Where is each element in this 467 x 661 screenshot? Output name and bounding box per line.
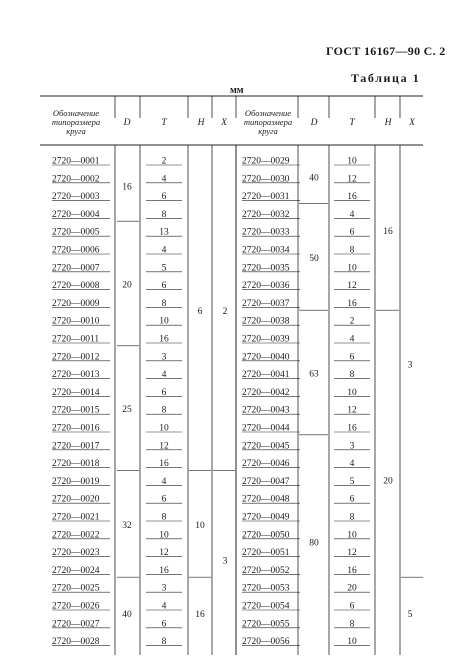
right-designation-cell: 2720—0044 bbox=[242, 423, 290, 434]
left-designation-cell: 2720—0023 bbox=[52, 548, 100, 559]
left-t-cell: 4 bbox=[161, 245, 167, 256]
left-designation-cell: 2720—0006 bbox=[52, 245, 100, 256]
right-designation-cell: 2720—0053 bbox=[242, 583, 290, 594]
left-t-cell: 12 bbox=[159, 548, 169, 559]
right-d-group: 50 bbox=[309, 253, 319, 264]
right-t-cell: 20 bbox=[347, 583, 357, 594]
designation-header: типоразмера bbox=[243, 117, 293, 127]
right-t-cell: 6 bbox=[349, 227, 355, 238]
right-designation-cell: 2720—0040 bbox=[242, 352, 290, 363]
right-t-cell: 10 bbox=[347, 156, 357, 167]
left-t-cell: 8 bbox=[161, 209, 167, 220]
right-t-cell: 16 bbox=[347, 423, 357, 434]
left-t-cell: 5 bbox=[161, 263, 167, 274]
right-t-cell: 8 bbox=[349, 245, 355, 256]
right-t-cell: 6 bbox=[349, 352, 355, 363]
right-t-cell: 12 bbox=[347, 548, 357, 559]
unit-label: мм bbox=[230, 85, 244, 96]
left-designation-cell: 2720—0021 bbox=[52, 512, 100, 523]
left-designation-cell: 2720—0002 bbox=[52, 174, 100, 185]
right-designation-cell: 2720—0041 bbox=[242, 370, 290, 381]
left-designation-cell: 2720—0022 bbox=[52, 530, 100, 541]
left-d-group: 25 bbox=[122, 405, 132, 416]
left-t-cell: 8 bbox=[161, 637, 167, 648]
right-t-cell: 16 bbox=[347, 192, 357, 203]
left-t-cell: 6 bbox=[161, 494, 167, 505]
right-t-cell: 10 bbox=[347, 530, 357, 541]
right-designation-cell: 2720—0036 bbox=[242, 281, 290, 292]
left-designation-cell: 2720—0026 bbox=[52, 601, 100, 612]
d-column-header: D bbox=[123, 118, 131, 128]
right-h-group: 20 bbox=[383, 476, 393, 487]
right-x-group: 3 bbox=[407, 360, 413, 371]
table-caption: Таблица 1 bbox=[351, 71, 421, 85]
left-t-cell: 12 bbox=[159, 441, 169, 452]
left-designation-cell: 2720—0011 bbox=[52, 334, 100, 345]
left-designation-cell: 2720—0013 bbox=[52, 370, 100, 381]
right-designation-cell: 2720—0042 bbox=[242, 387, 290, 398]
right-designation-cell: 2720—0035 bbox=[242, 263, 290, 274]
right-t-cell: 6 bbox=[349, 494, 355, 505]
right-designation-cell: 2720—0029 bbox=[242, 156, 290, 167]
right-designation-cell: 2720—0031 bbox=[242, 192, 290, 203]
right-t-cell: 4 bbox=[349, 334, 355, 345]
left-t-cell: 2 bbox=[161, 156, 167, 167]
left-designation-cell: 2720—0016 bbox=[52, 423, 100, 434]
right-t-cell: 4 bbox=[349, 459, 355, 470]
right-designation-cell: 2720—0055 bbox=[242, 619, 290, 630]
left-t-cell: 6 bbox=[161, 619, 167, 630]
right-t-cell: 8 bbox=[349, 619, 355, 630]
left-t-cell: 8 bbox=[161, 512, 167, 523]
left-designation-cell: 2720—0005 bbox=[52, 227, 100, 238]
left-t-cell: 16 bbox=[159, 565, 169, 576]
left-t-cell: 16 bbox=[159, 334, 169, 345]
right-designation-cell: 2720—0048 bbox=[242, 494, 290, 505]
right-designation-cell: 2720—0045 bbox=[242, 441, 290, 452]
right-designation-cell: 2720—0037 bbox=[242, 298, 290, 309]
left-t-cell: 3 bbox=[161, 583, 167, 594]
right-designation-cell: 2720—0030 bbox=[242, 174, 290, 185]
t-column-header: T bbox=[349, 118, 355, 128]
left-t-cell: 10 bbox=[159, 316, 169, 327]
right-t-cell: 10 bbox=[347, 637, 357, 648]
designation-header: круга bbox=[258, 126, 278, 136]
left-t-cell: 6 bbox=[161, 281, 167, 292]
left-designation-cell: 2720—0009 bbox=[52, 298, 100, 309]
right-t-cell: 10 bbox=[347, 263, 357, 274]
x-column-header: X bbox=[409, 118, 415, 128]
h-column-header: H bbox=[384, 118, 392, 128]
right-designation-cell: 2720—0056 bbox=[242, 637, 290, 648]
left-designation-cell: 2720—0004 bbox=[52, 209, 100, 220]
right-designation-cell: 2720—0050 bbox=[242, 530, 290, 541]
left-d-group: 32 bbox=[122, 520, 132, 531]
right-designation-cell: 2720—0038 bbox=[242, 316, 290, 327]
left-t-cell: 4 bbox=[161, 174, 167, 185]
left-t-cell: 4 bbox=[161, 370, 167, 381]
right-designation-cell: 2720—0043 bbox=[242, 405, 290, 416]
right-t-cell: 4 bbox=[349, 209, 355, 220]
right-designation-cell: 2720—0052 bbox=[242, 565, 290, 576]
left-designation-cell: 2720—0008 bbox=[52, 281, 100, 292]
right-t-cell: 3 bbox=[349, 441, 355, 452]
right-h-group: 16 bbox=[383, 227, 393, 238]
left-designation-cell: 2720—0015 bbox=[52, 405, 100, 416]
left-h-group: 16 bbox=[195, 609, 205, 620]
designation-header: Обозначение bbox=[244, 108, 292, 118]
left-t-cell: 6 bbox=[161, 192, 167, 203]
right-designation-cell: 2720—0032 bbox=[242, 209, 290, 220]
right-designation-cell: 2720—0034 bbox=[242, 245, 290, 256]
left-designation-cell: 2720—0003 bbox=[52, 192, 100, 203]
left-t-cell: 16 bbox=[159, 459, 169, 470]
designation-header: типоразмера bbox=[51, 117, 101, 127]
designation-header: Обозначение bbox=[52, 108, 100, 118]
left-designation-cell: 2720—0010 bbox=[52, 316, 100, 327]
right-designation-cell: 2720—0047 bbox=[242, 476, 290, 487]
left-d-group: 16 bbox=[122, 182, 132, 193]
right-designation-cell: 2720—0046 bbox=[242, 459, 290, 470]
designation-header: круга bbox=[66, 126, 86, 136]
left-t-cell: 6 bbox=[161, 387, 167, 398]
x-column-header: X bbox=[221, 118, 227, 128]
left-t-cell: 8 bbox=[161, 298, 167, 309]
right-d-group: 40 bbox=[309, 173, 319, 184]
right-t-cell: 16 bbox=[347, 565, 357, 576]
left-designation-cell: 2720—0017 bbox=[52, 441, 100, 452]
left-d-group: 40 bbox=[122, 609, 132, 620]
left-designation-cell: 2720—0020 bbox=[52, 494, 100, 505]
left-designation-cell: 2720—0025 bbox=[52, 583, 100, 594]
left-t-cell: 4 bbox=[161, 476, 167, 487]
right-x-group: 5 bbox=[407, 609, 413, 620]
right-t-cell: 2 bbox=[349, 316, 355, 327]
right-t-cell: 10 bbox=[347, 387, 357, 398]
left-designation-cell: 2720—0014 bbox=[52, 387, 100, 398]
left-designation-cell: 2720—0019 bbox=[52, 476, 100, 487]
left-h-group: 10 bbox=[195, 520, 205, 531]
right-d-group: 63 bbox=[309, 369, 319, 380]
right-t-cell: 6 bbox=[349, 601, 355, 612]
right-designation-cell: 2720—0049 bbox=[242, 512, 290, 523]
right-t-cell: 5 bbox=[349, 476, 355, 487]
h-column-header: H bbox=[197, 118, 205, 128]
left-t-cell: 3 bbox=[161, 352, 167, 363]
left-t-cell: 10 bbox=[159, 530, 169, 541]
d-column-header: D bbox=[310, 118, 318, 128]
left-designation-cell: 2720—0012 bbox=[52, 352, 100, 363]
left-h-group: 6 bbox=[197, 307, 203, 318]
right-t-cell: 12 bbox=[347, 405, 357, 416]
left-designation-cell: 2720—0027 bbox=[52, 619, 100, 630]
right-designation-cell: 2720—0033 bbox=[242, 227, 290, 238]
right-t-cell: 16 bbox=[347, 298, 357, 309]
right-t-cell: 8 bbox=[349, 512, 355, 523]
document-code: ГОСТ 16167—90 С. 2 bbox=[326, 44, 446, 58]
left-designation-cell: 2720—0024 bbox=[52, 565, 100, 576]
left-t-cell: 13 bbox=[159, 227, 169, 238]
right-t-cell: 12 bbox=[347, 281, 357, 292]
left-d-group: 20 bbox=[122, 280, 132, 291]
left-t-cell: 10 bbox=[159, 423, 169, 434]
right-designation-cell: 2720—0039 bbox=[242, 334, 290, 345]
right-t-cell: 8 bbox=[349, 370, 355, 381]
left-designation-cell: 2720—0007 bbox=[52, 263, 100, 274]
left-designation-cell: 2720—0018 bbox=[52, 459, 100, 470]
t-column-header: T bbox=[161, 118, 167, 128]
left-designation-cell: 2720—0028 bbox=[52, 637, 100, 648]
right-designation-cell: 2720—0051 bbox=[242, 548, 290, 559]
right-designation-cell: 2720—0054 bbox=[242, 601, 290, 612]
left-x-group: 3 bbox=[222, 556, 228, 567]
left-x-group: 2 bbox=[222, 307, 228, 318]
left-designation-cell: 2720—0001 bbox=[52, 156, 100, 167]
left-t-cell: 8 bbox=[161, 405, 167, 416]
right-d-group: 80 bbox=[309, 538, 319, 549]
right-t-cell: 12 bbox=[347, 174, 357, 185]
left-t-cell: 4 bbox=[161, 601, 167, 612]
